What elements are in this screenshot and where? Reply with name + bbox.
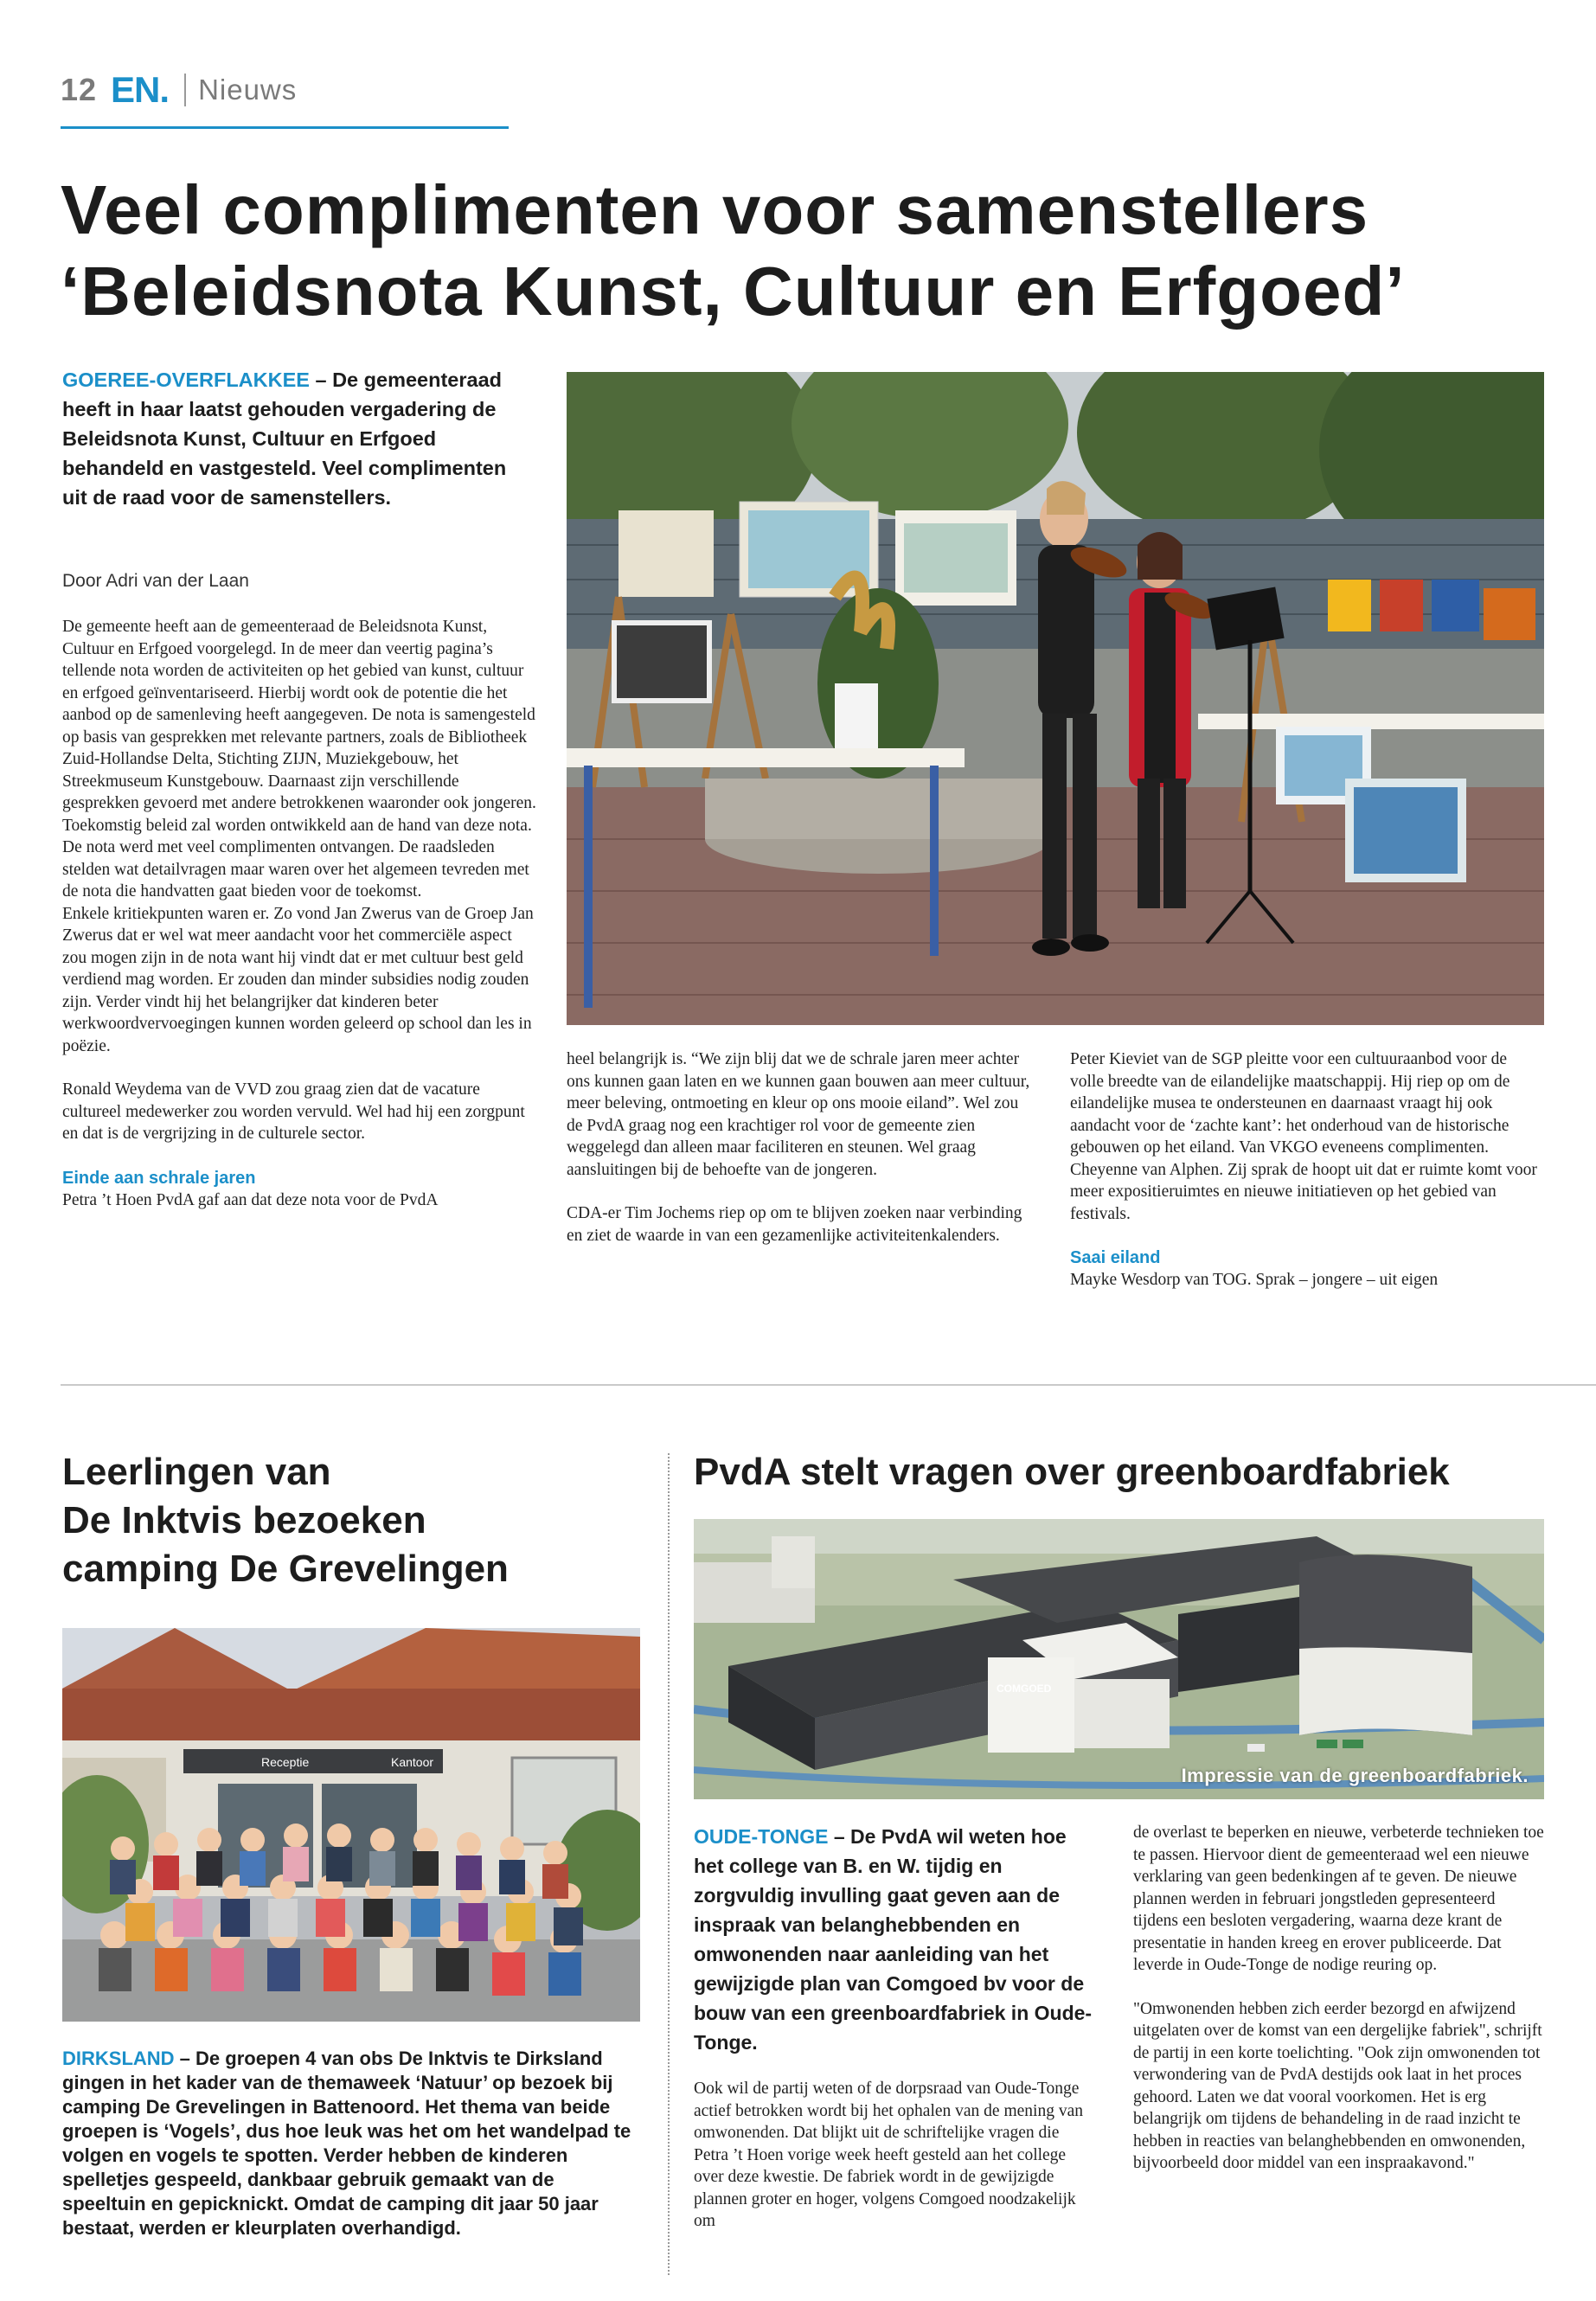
newspaper-logo: EN.	[111, 69, 170, 110]
article2-place: DIRKSLAND	[62, 2048, 175, 2069]
main-headline-line2: ‘Beleidsnota Kunst, Cultuur en Erfgoed’	[61, 253, 1406, 330]
article3-col2-p2: "Omwonenden hebben zich eerder bezorgd en afwijzend uitgelaten over de komst van een dergelijke fabriek", schrijft de partij in een korte toelichting. "Ook zijn omwonenden tot verwondering van de PvdA destijds ook laat in het proces gehoord. Laten we dat vooral voorkomen. Het is erg belangrijk om tijdens de behandeling in de raad inzicht te hebben in reacties van belanghebbenden en omwonenden, bijvoorbeeld door middel van een inspraakavond."	[1133, 1999, 1542, 2172]
article3-col2-p1: de overlast te beperken en nieuwe, verbeterde technieken toe te passen. Hiervoor dient de gemeenteraad wel een nieuwe verklaring van geen bedenkingen af te geven. De nieuwe plannen werden in februari jongstleden gepresenteerd tijdens een besloten vergadering, waarna deze krant de presentatie in handen kreeg en erover publiceerde. Dat leverde in Oude-Tonge de nodige reuring op.	[1133, 1823, 1544, 1974]
article3-column-2	[1133, 1822, 1544, 2175]
sign-kantoor: Kantoor	[391, 1755, 434, 1769]
main-col3-p2: Mayke Wesdorp van TOG. Sprak – jongere – uit eigen	[1070, 1271, 1439, 1289]
main-lead-text: – De gemeenteraad heeft in haar laatst gehouden vergadering de Beleidsnota Kunst, Cultuur en Erfgoed behandeld en vastgesteld. Veel complimenten uit de raad voor de samenstellers.	[62, 369, 507, 509]
article2-text	[62, 2047, 642, 2240]
article2-text-body: – De groepen 4 van obs De Inktvis te Dirksland gingen in het kader van de themaweek ‘Natuur’ op bezoek bij camping De Grevelingen in Battenoord. Het thema van beide groepen is ‘Vogels’, dus hoe leuk was het om het wandelpad te volgen en vogels te spotten. Verder hebben de kinderen spelletjes gespeeld, dankbaar gebruik gemaakt van de speeltuin en gepicknickt. Omdat de camping dit jaar 50 jaar bestaat, werden er kleurplaten overhandigd.	[62, 2048, 631, 2239]
main-col1-p3: Ronald Weydema van de VVD zou graag zien dat de vacature cultureel medewerker zou worden vervuld. Wel had hij een zorgpunt en dat is de vergrijzing in de culturele sector.	[62, 1080, 525, 1143]
factory-impression-photo	[694, 1519, 1544, 1799]
article2-headline-line3: camping De Grevelingen	[62, 1548, 509, 1590]
building-label-1: COMGOED	[997, 1682, 1052, 1695]
article3-place: OUDE-TONGE	[694, 1825, 829, 1848]
main-place: GOEREE-OVERFLAKKEE	[62, 369, 310, 391]
school-group-photo	[62, 1628, 640, 2022]
main-col1-subhead: Einde aan schrale jaren	[62, 1168, 256, 1188]
main-byline: Door Adri van der Laan	[62, 571, 249, 591]
page-number: 12	[61, 72, 98, 107]
main-col1-p1: De gemeente heeft aan de gemeenteraad de Beleidsnota Kunst, Cultuur en Erfgoed voorgelegd. In de meer dan veertig pagina’s tellende nota worden de activiteiten op het gebied van kunst, cultuur en erfgoed geïnventariseerd. Hierbij wordt ook de potentie die het aanbod op de samenleving heeft aangegeven. De nota is samengesteld op basis van gesprekken met relevante partners, zoals de Bibliotheek Zuid-Hollandse Delta, Stichting ZIJN, Muziekgebouw, het Streekmuseum Kunstgebouw. Daarnaast zijn verschillende gesprekken gevoerd met andere betrokkenen waaronder ook jongeren. Toekomstig beleid zal worden ontwikkeld aan de hand van deze nota. De nota werd met veel complimenten ontvangen. De raadsleden stelden wat detailvragen maar waren over het algemeen tevreden met de nota die handvatten gaat bieden voor de toekomst.	[62, 618, 536, 901]
main-col2-p1: heel belangrijk is. “We zijn blij dat we de schrale jaren meer achter ons kunnen gaan laten en we kunnen gaan bouwen aan meer cultuur, meer beleving, ontmoeting en kleur op ons mooie eiland”. Wel zou de PvdA graag nog een krachtiger rol voor de gemeente zien weggelegd dan alleen maar faciliteren en steunen. Wel graag aansluitingen bij de behoefte van de jongeren.	[567, 1050, 1030, 1179]
main-lead	[62, 365, 529, 512]
sign-receptie: Receptie	[261, 1755, 310, 1769]
article3-col1-p1: Ook wil de partij weten of de dorpsraad van Oude-Tonge actief betrokken wordt bij het ophalen van de mening van omwonenden. Dat blijkt uit de schriftelijke vragen die Petra ’t Hoen vorige week heeft gesteld aan het college over deze kwestie. De fabriek wordt in de gewijzigde plannen groter en hoger, volgens Comgoed noodzakelijk om	[694, 2080, 1083, 2230]
article3-lead-text: – De PvdA wil weten hoe het college van B. en W. tijdig en zorgvuldig invulling gaat geven aan de inspraak van belanghebbenden en omwonenden naar aanleiding van het gewijzigde plan van Comgoed bv voor de bouw van een greenboardfabriek in Oude-Tonge.	[694, 1825, 1093, 2054]
main-col2-p2: CDA-er Tim Jochems riep op om te blijven zoeken naar verbinding en ziet de waarde in van een gezamenlijke activiteitenkalenders.	[567, 1204, 1022, 1245]
page-header	[61, 64, 297, 116]
main-col3-subhead: Saai eiland	[1070, 1248, 1161, 1267]
article2-headline-line2: De Inktvis bezoeken	[62, 1499, 426, 1541]
factory-impression-illustration	[694, 1519, 1544, 1799]
main-column-3	[1070, 1048, 1542, 1292]
article2-headline	[62, 1448, 633, 1593]
section-divider	[61, 1384, 1596, 1386]
main-col1-p4: Petra ’t Hoen PvdA gaf aan dat deze nota voor de PvdA	[62, 1190, 439, 1209]
violinists-photo	[567, 372, 1544, 1025]
header-rule	[61, 126, 509, 129]
section-name: Nieuws	[198, 74, 298, 106]
main-headline-line1: Veel complimenten voor samenstellers	[61, 171, 1369, 248]
main-col3-p1: Peter Kieviet van de SGP pleitte voor een cultuuraanbod voor de volle breedte van de eilandelijke maatschappij. Hij riep op om de eilandelijke musea te ondersteunen en daarnaast vraagt hij ook aandacht voor de ‘zachte kant’: het onderhoud van de historische gebouwen op het eiland. Van VKGO eveneens complimenten. Cheyenne van Alphen. Zij sprak de hoopt uit dat er ruimte komt voor meer expositieruimtes en nieuwe initiatieven op het gebied van festivals.	[1070, 1050, 1537, 1223]
article3-headline: PvdA stelt vragen over greenboardfabriek	[694, 1451, 1450, 1493]
violinists-photo-illustration	[567, 372, 1544, 1025]
main-col1-p2: Enkele kritiekpunten waren er. Zo vond Jan Zwerus van de Groep Jan Zwerus dat er wel wat meer aandacht voor het commerciële aspect zou mogen zijn in de nota want hij vindt dat er met cultuur best geld verdiend mag worden. Er zouden dan minder subsidies nodig zouden zijn. Verder vindt hij het belangrijker dat kinderen beter werkwoordvervoegingen kunnen worden geleerd op school dan les in poëzie.	[62, 904, 534, 1055]
factory-caption: Impressie van de greenboardfabriek.	[1181, 1765, 1529, 1786]
article2-headline-line1: Leerlingen van	[62, 1451, 331, 1493]
school-group-photo-illustration	[62, 1628, 640, 2022]
header-divider	[184, 74, 186, 106]
article3-lead	[694, 1822, 1093, 2057]
column-divider	[668, 1453, 670, 2275]
main-column-1	[62, 616, 540, 1211]
main-column-2	[567, 1048, 1034, 1247]
article3-column-1	[694, 2078, 1092, 2233]
